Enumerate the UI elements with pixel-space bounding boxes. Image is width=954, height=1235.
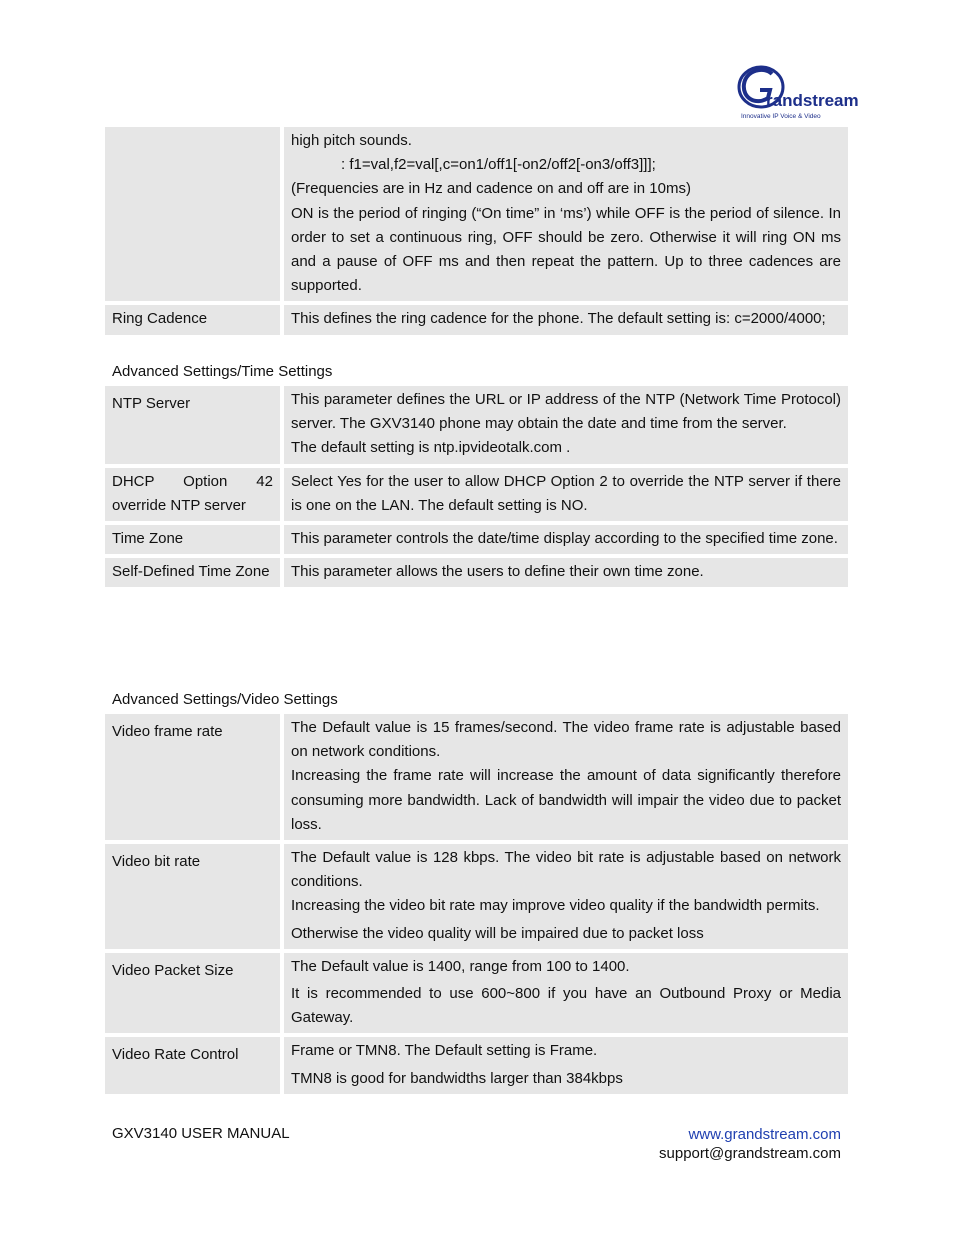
footer-contact (659, 1125, 841, 1163)
desc-line: The Default value is 15 frames/second. The video frame rate is adjustable based on network conditions. (291, 719, 841, 761)
param-description (284, 844, 848, 949)
param-description (284, 525, 848, 554)
desc-line: This parameter defines the URL or IP address of the NTP (Network Time Protocol) server. The GXV3140 phone may obtain the date and time from the server. (291, 391, 841, 433)
svg-text:Innovative IP Voice & Video: Innovative IP Voice & Video (741, 113, 821, 120)
desc-line: : f1=val,f2=val[,c=on1/off1[-on2/off2[-on3/off3]]]; (341, 156, 656, 174)
param-name: Video bit rate (105, 844, 280, 949)
param-description (284, 558, 848, 587)
footer-support-email[interactable]: support@grandstream.com (659, 1145, 841, 1162)
param-name: Video frame rate (105, 714, 280, 840)
section-title-video: Advanced Settings/Video Settings (112, 691, 338, 708)
section-title-time: Advanced Settings/Time Settings (112, 363, 333, 380)
desc-line: The Default value is 128 kbps. The video bit rate is adjustable based on network conditions. (291, 849, 841, 891)
table-row (105, 714, 848, 840)
param-name: Time Zone (105, 525, 280, 554)
param-name: DHCP Option 42 override NTP server (105, 468, 280, 521)
desc-line: This parameter controls the date/time display according to the specified time zone. (291, 530, 838, 548)
param-name: Self-Defined Time Zone (105, 558, 280, 587)
svg-text:randstream: randstream (766, 91, 859, 110)
table-row (105, 305, 848, 334)
table-row (105, 468, 848, 521)
desc-line: (Frequencies are in Hz and cadence on and off are in 10ms) (291, 180, 691, 198)
desc-line: The Default value is 1400, range from 100 to 1400. (291, 957, 630, 975)
param-description (284, 714, 848, 840)
time-settings-table (105, 382, 848, 591)
param-name: Video Rate Control (105, 1037, 280, 1093)
table-row (105, 1037, 848, 1093)
desc-line: TMN8 is good for bandwidths larger than 384kbps (291, 1069, 623, 1087)
desc-line: high pitch sounds. (291, 132, 412, 149)
desc-line: This parameter allows the users to define their own time zone. (291, 563, 704, 581)
table-row (105, 558, 848, 587)
param-description (284, 305, 848, 334)
param-description (284, 1037, 848, 1093)
grandstream-logo (736, 62, 859, 122)
ring-settings-table (105, 123, 848, 339)
table-row (105, 127, 848, 301)
desc-line: The default setting is ntp.ipvideotalk.com . (291, 439, 571, 457)
param-description (284, 386, 848, 464)
desc-line: ON is the period of ringing (“On time” in ‘ms’) while OFF is the period of silence. In order to set a continuous ring, OFF should be zero. Otherwise it will ring ON ms and a pause of OFF ms and then repeat the pattern. Up to three cadences are supported. (291, 204, 841, 295)
desc-line: This defines the ring cadence for the phone. The default setting is: c=2000/4000; (291, 310, 826, 328)
table-row (105, 953, 848, 1034)
param-description (284, 127, 848, 301)
desc-line: It is recommended to use 600~800 if you have an Outbound Proxy or Media Gateway. (291, 985, 841, 1027)
desc-line: Increasing the video bit rate may improve video quality if the bandwidth permits. (291, 897, 820, 915)
desc-line: Frame or TMN8. The Default setting is Frame. (291, 1042, 598, 1060)
desc-line: Select Yes for the user to allow DHCP Option 2 to override the NTP server if there is one on the LAN. The default setting is NO. (291, 472, 841, 514)
param-name: NTP Server (105, 386, 280, 464)
table-row (105, 844, 848, 949)
desc-line: Otherwise the video quality will be impaired due to packet loss (291, 924, 704, 942)
footer-website-link[interactable]: www.grandstream.com (688, 1126, 841, 1143)
table-row (105, 525, 848, 554)
footer-manual-title: GXV3140 USER MANUAL (112, 1125, 290, 1142)
param-description (284, 468, 848, 521)
table-row (105, 386, 848, 464)
desc-line: Increasing the frame rate will increase the amount of data significantly therefore consuming more bandwidth. Lack of bandwidth will impair the video due to packet loss. (291, 767, 841, 833)
param-name (105, 127, 280, 301)
video-settings-table (105, 710, 848, 1098)
param-name: Video Packet Size (105, 953, 280, 1034)
param-name: Ring Cadence (105, 305, 280, 334)
param-description (284, 953, 848, 1034)
